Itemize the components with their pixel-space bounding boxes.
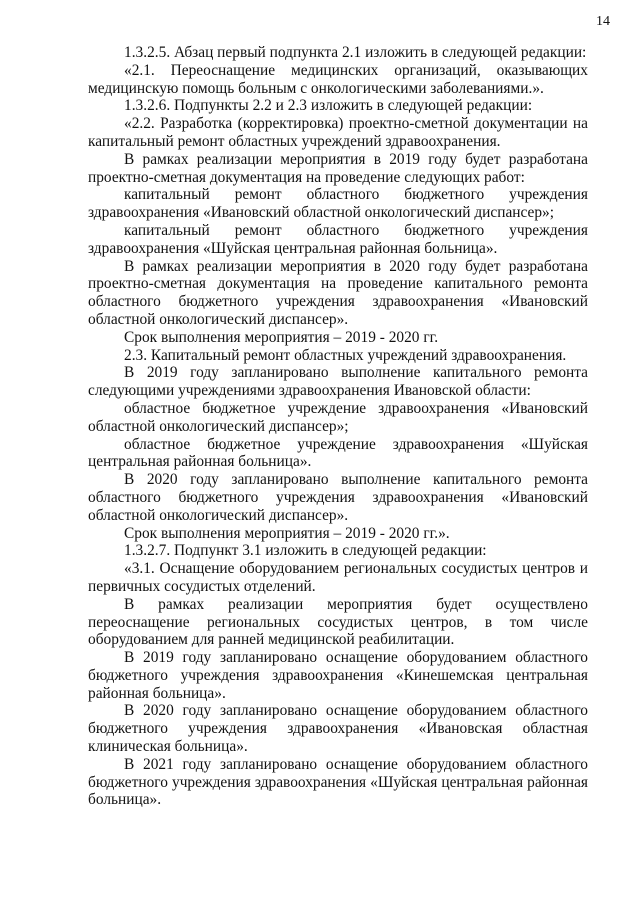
paragraph: капитальный ремонт областного бюджетного учреждения здравоохранения «Шуйская центральная районная больница».	[88, 221, 588, 257]
paragraph: 2.3. Капитальный ремонт областных учреждений здравоохранения.	[124, 346, 567, 364]
paragraph: В 2020 году запланировано выполнение капитального ремонта областного бюджетного учреждения здравоохранения «Ивановский областной онкологический диспансер».	[88, 471, 588, 524]
paragraph: В 2019 году запланировано оснащение оборудованием областного бюджетного учреждения здравоохранения «Кинешемская центральная районная больница».	[88, 649, 588, 702]
paragraph: областное бюджетное учреждение здравоохранения «Шуйская центральная районная больница».	[88, 435, 588, 471]
paragraph: капитальный ремонт областного бюджетного учреждения здравоохранения «Ивановский областной онкологический диспансер»;	[88, 186, 588, 222]
paragraph: В рамках реализации мероприятия в 2020 году будет разработана проектно-сметная документация на проведение капитального ремонта областного бюджетного учреждения здравоохранения «Ивановский областной онкологический диспансер».	[88, 257, 588, 328]
document-body	[88, 44, 588, 809]
paragraph: В рамках реализации мероприятия будет осуществлено переоснащение региональных сосудистых центров, в том числе оборудованием для ранней медицинской реабилитации.	[88, 595, 588, 649]
paragraph: Срок выполнения мероприятия – 2019 - 2020 гг.	[124, 328, 439, 346]
paragraph: «3.1. Оснащение оборудованием региональных сосудистых центров и первичных сосудистых отделений.	[88, 560, 588, 595]
paragraph: 1.3.2.6. Подпункты 2.2 и 2.3 изложить в следующей редакции:	[124, 97, 533, 115]
paragraph: 1.3.2.7. Подпункт 3.1 изложить в следующей редакции:	[124, 542, 487, 560]
paragraph: В 2021 году запланировано оснащение оборудованием областного бюджетного учреждения здравоохранения «Шуйская центральная районная больница».	[88, 755, 588, 809]
paragraph: «2.2. Разработка (корректировка) проектно-сметной документации на капитальный ремонт областных учреждений здравоохранения.	[88, 115, 588, 150]
paragraph: областное бюджетное учреждение здравоохранения «Ивановский областной онкологический диспансер»;	[88, 399, 588, 435]
paragraph: «2.1. Переоснащение медицинских организаций, оказывающих медицинскую помощь больным с онкологическими заболеваниями.».	[88, 61, 588, 97]
paragraph: 1.3.2.5. Абзац первый подпункта 2.1 изложить в следующей редакции:	[124, 44, 587, 61]
paragraph: В рамках реализации мероприятия в 2019 году будет разработана проектно-сметная документация на проведение следующих работ:	[88, 150, 588, 186]
paragraph: Срок выполнения мероприятия – 2019 - 2020 гг.».	[124, 524, 450, 542]
page-number: 14	[596, 14, 610, 29]
paragraph: В 2019 году запланировано выполнение капитального ремонта следующими учреждениями здравоохранения Ивановской области:	[88, 364, 588, 400]
paragraph: В 2020 году запланировано оснащение оборудованием областного бюджетного учреждения здравоохранения «Ивановская областная клиническая больница».	[88, 702, 588, 756]
